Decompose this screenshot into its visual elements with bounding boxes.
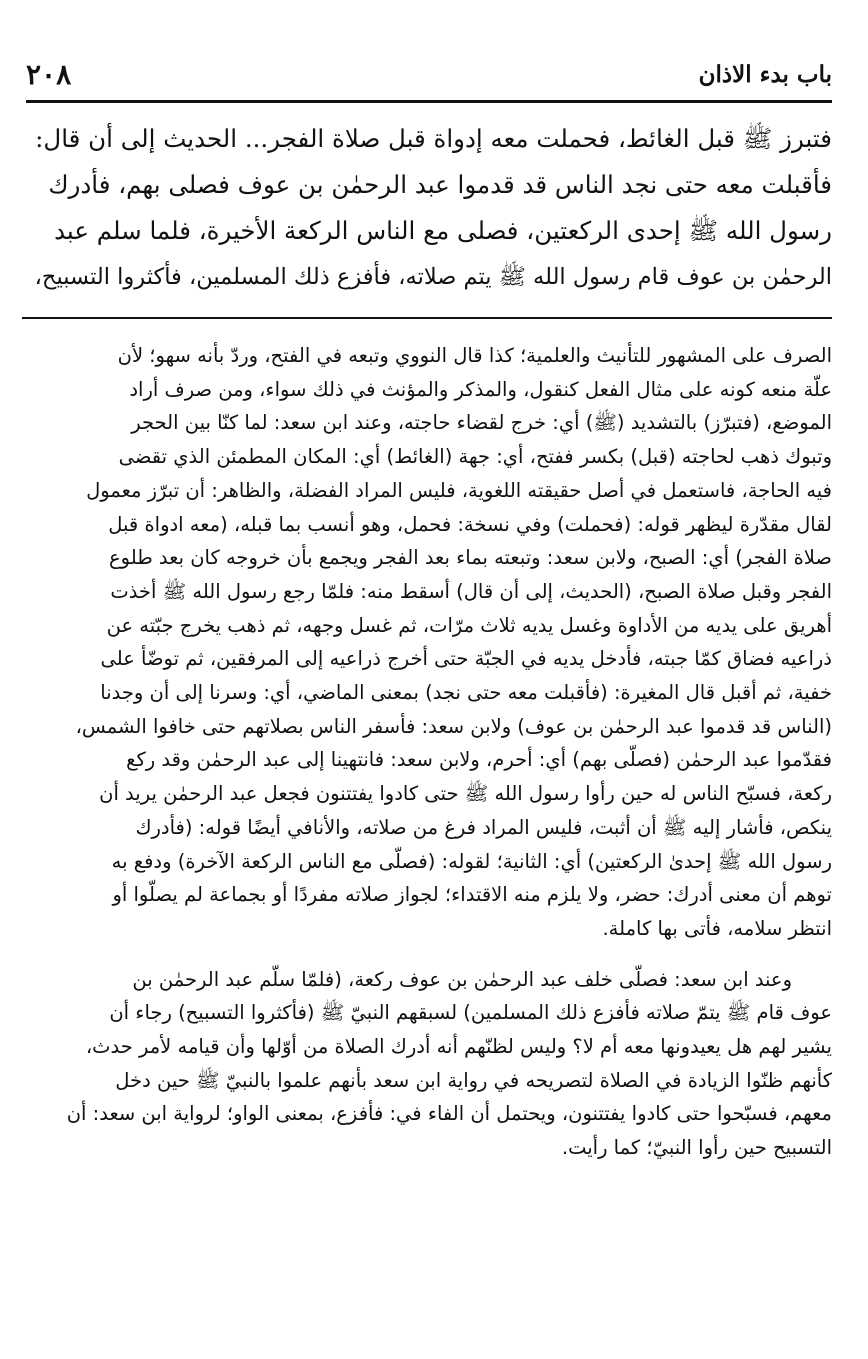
- commentary-line: (الناس قد قدموا عبد الرحمٰن بن عوف) ولابن سعد: فأسفر الناس بصلاتهم حتى خافوا الشمس،: [75, 714, 832, 738]
- commentary-line: الصرف على المشهور للتأنيث والعلمية؛ كذا قال النووي وتبعه في الفتح، وردّ بأنه سهو؛ لأن: [117, 344, 832, 367]
- commentary-line: صلاة الفجر) أي: الصبح، ولابن سعد: وتبعته بماء بعد الفجر ويجمع بأن خروجه كان بعد طلوع: [109, 546, 832, 570]
- chapter-title: باب بدء الاذان: [698, 60, 832, 88]
- section-divider: [22, 317, 832, 319]
- page-number: ٢٠٨: [26, 57, 72, 91]
- commentary-line: ركعة، فسبّح الناس له حين رأوا رسول الله ﷺ حتى كادوا يفتتنون فجعل عبد الرحمٰن يريد أن: [99, 782, 832, 806]
- hadith-line: فأقبلت معه حتى نجد الناس قد قدموا عبد الرحمٰن بن عوف فصلى بهم، فأدرك: [48, 170, 832, 199]
- commentary-line: وتبوك ذهب لحاجته (قبل) بكسر ففتح، أي: جهة (الغائط) أي: المكان المطمئن الذي تقضى: [118, 445, 832, 469]
- hadith-line: رسول الله ﷺ إحدى الركعتين، فصلى مع الناس الركعة الأخيرة، فلما سلم عبد: [54, 216, 832, 245]
- commentary-line: التسبيح حين رأوا النبيّ؛ كما رأيت.: [561, 1136, 832, 1160]
- commentary-line: خفية، ثم أقبل قال المغيرة: (فأقبلت معه حتى نجد) بمعنى الماضي، أي: وسرنا إلى أن وجدنا: [100, 681, 832, 705]
- hadith-line: الرحمٰن بن عوف قام رسول الله ﷺ يتم صلاته، فأفزع ذلك المسلمين، فأكثروا التسبيح،: [34, 264, 832, 290]
- commentary-line: رسول الله ﷺ إحدىٰ الركعتين) أي: الثانية؛ لقوله: (فصلّى مع الناس الركعة الآخرة) ودفع به: [111, 849, 832, 873]
- commentary-paragraph-1: [22, 339, 832, 946]
- commentary-line: عوف قام ﷺ يتمّ صلاته فأفزع ذلك المسلمين) لسبقهم النبيّ ﷺ (فأكثروا التسبيح) رجاء أن: [109, 1001, 832, 1025]
- commentary-line: انتظر سلامه، فأتى بها كاملة.: [602, 916, 832, 940]
- commentary-line: لقال مقدّرة ليظهر قوله: (فحملت) وفي نسخة: فحمل، وهو أنسب بما قبله، (معه ادواة قبل: [108, 512, 832, 536]
- commentary-line: علّة منعه كونه على مثال الفعل كنقول، والمذكر والمؤنث في ذلك سواء، ومن صرف أراد: [129, 377, 832, 401]
- commentary-paragraph-2: [22, 963, 832, 1165]
- commentary-line: معهم، فسبّحوا حتى كادوا يفتتنون، ويحتمل أن الفاء في: فأفزع، بمعنى الواو؛ لرواية ابن سعد: أن: [66, 1102, 832, 1126]
- commentary-line: وعند ابن سعد: فصلّى خلف عبد الرحمٰن بن عوف ركعة، (فلمّا سلّم عبد الرحمٰن بن: [132, 967, 792, 991]
- commentary-line: أهريق على يديه من الأداوة وغسل يديه ثلاث مرّات، ثم غسل وجهه، ثم ذهب يخرج جبّته عن: [106, 613, 832, 637]
- commentary-line: فيه الحاجة، فاستعمل في أصل حقيقته اللغوية، فليس المراد الفضلة، والظاهر: أن تبرّز معمول: [86, 478, 832, 502]
- commentary-line: يشير لهم هل يعيدونها معه أم لا؟ وليس لظنّهم أنه أدرك الصلاة من أوّلها وأن قيامه لأمر حدث،: [85, 1035, 832, 1059]
- page-header: [26, 48, 832, 103]
- hadith-text: [22, 116, 832, 300]
- hadith-line: فتبرز ﷺ قبل الغائط، فحملت معه إدواة قبل صلاة الفجر... الحديث إلى أن قال:: [35, 124, 832, 153]
- commentary-line: الفجر وقبل صلاة الصبح، (الحديث، إلى أن قال) أسقط منه: فلمّا رجع رسول الله ﷺ أخذت: [110, 579, 832, 603]
- commentary-line: الموضع، (فتبرّز) بالتشديد (ﷺ) أي: خرج لقضاء حاجته، وعند ابن سعد: لما كنّا بين الحجر: [131, 411, 832, 435]
- commentary-line: توهم أن معنى أدرك: حضر، ولا يلزم منه الاقتداء؛ لجواز صلاته مفردًا أو بجماعة لم يصلّوا أو: [112, 883, 832, 907]
- commentary-line: فقدّموا عبد الرحمٰن (فصلّى بهم) أي: أحرم، ولابن سعد: فانتهينا إلى عبد الرحمٰن وقد ركع: [126, 748, 832, 772]
- commentary: [22, 339, 832, 1165]
- commentary-line: ينكص، فأشار إليه ﷺ أن أثبت، فليس المراد فرغ من صلاته، والأنافي أيضًا قوله: (فأدرك: [135, 815, 832, 839]
- commentary-line: ذراعيه فضاق كمّا جبته، فأدخل يديه في الجبّة حتى أخرج ذراعيه إلى المرفقين، ثم توضّأ على: [100, 647, 832, 671]
- commentary-line: كأنهم ظنّوا الزيادة في الصلاة لتصريحه في رواية ابن سعد بأنهم علموا بالنبيّ ﷺ حين دخل: [115, 1068, 832, 1092]
